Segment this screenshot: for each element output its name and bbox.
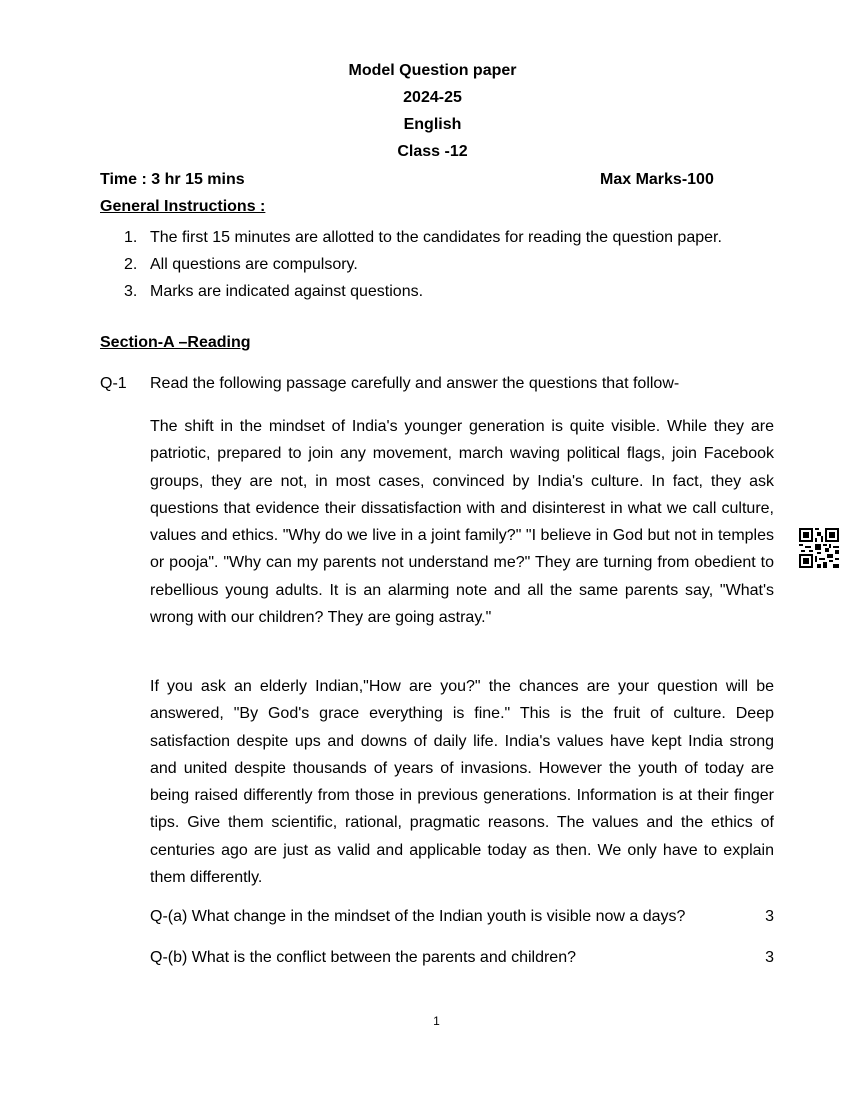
subquestion-a <box>150 908 774 926</box>
page-number: 1 <box>433 1014 440 1028</box>
passage-paragraph-2: If you ask an elderly Indian,"How are you?" the chances are your question will be answered, "By God's grace everything is fine." This is the fruit of culture. Deep satisfaction despite ups and downs of daily life. India's values have kept India strong and united despite thousands of years of invasions. However the youth of today are being raised differently from those in previous generations. Information is at their finger tips. Give them scientific, rational, pragmatic reasons. The values and the ethics of centuries ago are just as valid and applicable today as then. We only have to explain them differently. <box>150 678 774 887</box>
qr-code-icon <box>799 528 839 568</box>
question-prompt <box>100 375 679 393</box>
instruction-text: Marks are indicated against questions. <box>150 283 424 300</box>
instruction-item <box>124 251 774 278</box>
question-number: Q-1 <box>100 375 127 392</box>
paper-class: Class -12 <box>397 143 468 160</box>
time-allowed: Time : 3 hr 15 mins <box>100 171 245 188</box>
subquestion-marks: 3 <box>765 949 774 966</box>
paper-year: 2024-25 <box>403 89 462 106</box>
instruction-text: The first 15 minutes are allotted to the candidates for reading the question paper. <box>150 229 722 246</box>
question-prompt-text: Read the following passage carefully and answer the questions that follow- <box>150 375 680 392</box>
subquestion-b <box>150 949 774 967</box>
paper-title: Model Question paper <box>348 62 517 79</box>
instruction-number: 1. <box>124 229 138 246</box>
instructions-list <box>124 224 774 305</box>
instruction-item <box>124 224 774 251</box>
instruction-item <box>124 278 774 305</box>
subquestion-text: Q-(a) What change in the mindset of the Indian youth is visible now a days? <box>150 908 686 925</box>
max-marks: Max Marks-100 <box>600 171 714 188</box>
instruction-number: 2. <box>124 256 138 273</box>
instructions-heading: General Instructions : <box>100 198 266 215</box>
subquestion-text: Q-(b) What is the conflict between the parents and children? <box>150 949 576 966</box>
instruction-text: All questions are compulsory. <box>150 256 358 273</box>
subquestion-marks: 3 <box>765 908 774 925</box>
instruction-number: 3. <box>124 283 138 300</box>
paper-subject: English <box>403 116 462 133</box>
section-heading: Section-A –Reading <box>100 334 251 351</box>
passage-paragraph-1: The shift in the mindset of India's younger generation is quite visible. While they are patriotic, prepared to join any movement, march waving political flags, join Facebook groups, they are not, in most cases, convinced by India's culture. In fact, they ask questions that evidence their dissatisfaction with and disinterest in what we call culture, values and ethics. "Why do we live in a joint family?" "I believe in God but not in temples or pooja". "Why can my parents not understand me?" They are turning from obedient to rebellious young adults. It is an alarming note and all the same parents say, "What's wrong with our children? They are going astray." <box>150 418 774 627</box>
